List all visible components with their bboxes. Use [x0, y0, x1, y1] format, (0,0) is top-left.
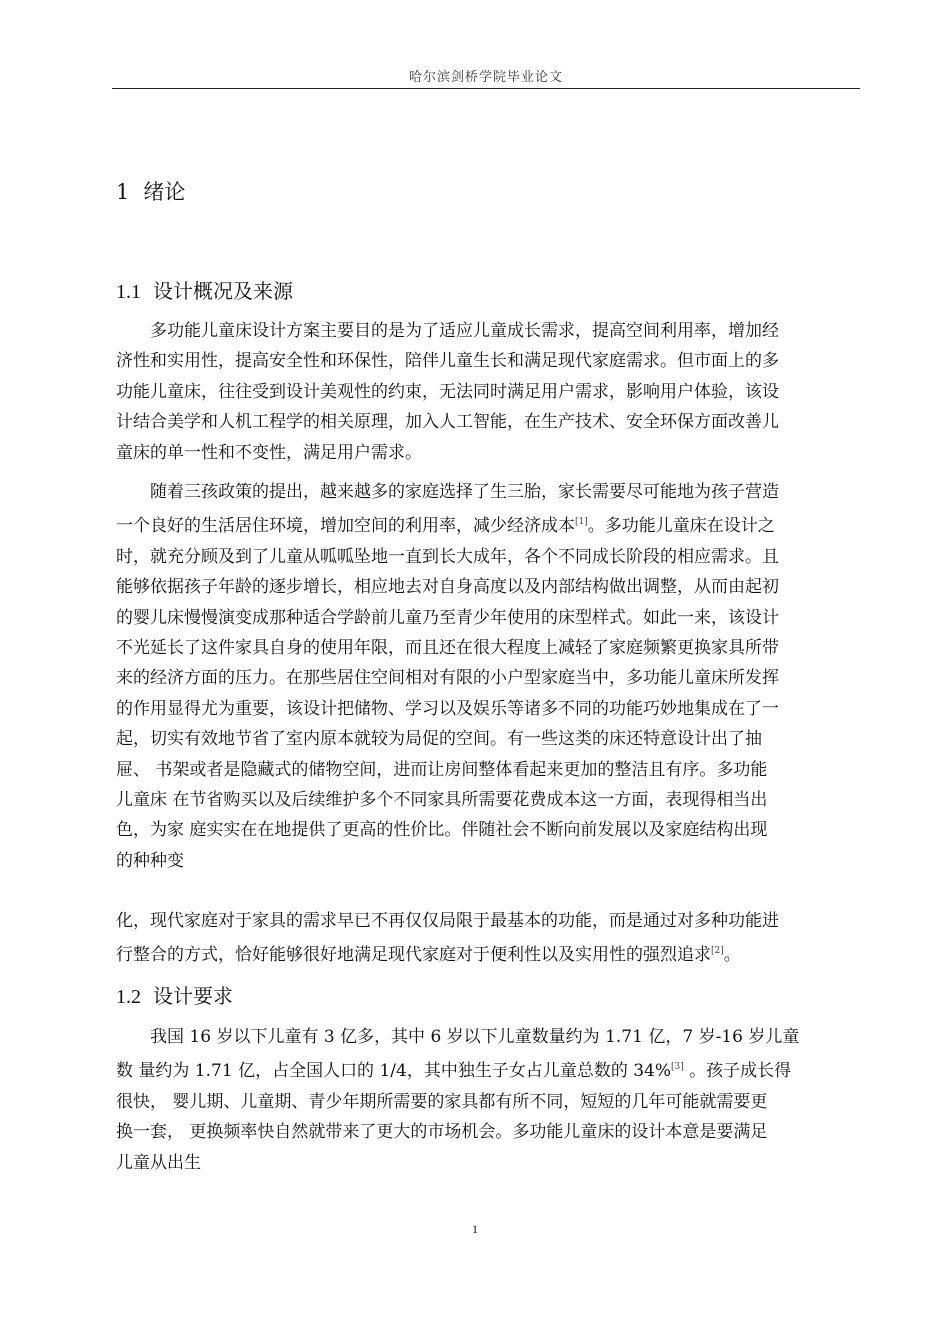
section-heading-1-1: [116, 275, 293, 304]
text-line: 的作用显得尤为重要，该设计把储物、学习以及娱乐等诸多不同的功能巧妙地集成在了一: [116, 698, 779, 719]
text-line: 化，现代家庭对于家具的需求早已不再仅仅局限于最基本的功能，而是通过对多种功能进: [116, 911, 779, 931]
section-title: 设计要求: [153, 984, 233, 1008]
text-run: 。孩子成长得: [683, 1061, 792, 1082]
text-line: 起，切实有效地节省了室内原本就较为局促的空间。有一些这类的床还特意设计出了抽: [116, 729, 762, 750]
text-line: [116, 1052, 862, 1086]
text-line: 随着三孩政策的提出，越来越多的家庭选择了生三胎，家长需要尽可能地为孩子营造: [150, 482, 779, 502]
chapter-number: 1: [116, 180, 130, 204]
text-run: 行整合的方式，恰好能够很好地满足现代家庭对于便利性以及实用性的强烈追求: [116, 945, 711, 966]
section-number: 1.1: [116, 281, 141, 303]
text-line: 儿童从出生: [116, 1152, 201, 1173]
section-heading-1-2: [116, 980, 233, 1009]
paragraph-3: [116, 906, 862, 971]
text-line: 很快， 婴儿期、儿童期、青少年期所需要的家具都有所不同，短短的几年可能就需要更: [116, 1091, 768, 1112]
citation-ref: [3]: [671, 1062, 684, 1073]
text-line: 换一套， 更换频率快自然就带来了更大的市场机会。多功能儿童床的设计本意是要满足: [116, 1122, 768, 1143]
chapter-heading: [116, 176, 185, 206]
text-line: 色，为家 庭实实在在地提供了更高的性价比。伴随社会不断向前发展以及家庭结构出现: [116, 820, 768, 841]
running-header: 哈尔滨剑桥学院毕业论文: [408, 70, 563, 85]
text-line: [116, 507, 862, 541]
paragraph-1: [116, 316, 862, 468]
text-line: 童床的单一性和不变性，满足用户需求。: [116, 442, 422, 463]
text-line: 济性和实用性，提高安全性和环保性，陪伴儿童生长和满足现代家庭需求。但市面上的多: [116, 351, 779, 372]
section-number: 1.2: [116, 986, 141, 1008]
text-line: 能够依据孩子年龄的逐步增长，相应地去对自身高度以及内部结构做出调整，从而由起初: [116, 577, 779, 598]
text-line: 多功能儿童床设计方案主要目的是为了适应儿童成长需求，提高空间利用率，增加经: [150, 321, 779, 341]
text-line: 来的经济方面的压力。在那些居住空间相对有限的小户型家庭当中，多功能儿童床所发挥: [116, 668, 779, 689]
citation-ref: [1]: [575, 517, 588, 528]
text-line: [116, 936, 862, 970]
text-run: 一个良好的生活居住环境，增加空间的利用率，减少经济成本: [116, 516, 575, 537]
chapter-title: 绪论: [143, 180, 186, 204]
text-line: 计结合美学和人机工程学的相关原理，加入人工智能，在生产技术、安全环保方面改善儿: [116, 412, 779, 433]
text-line: 屉、 书架或者是隐藏式的储物空间，进而让房间整体看起来更加的整洁且有序。多功能: [116, 759, 768, 780]
text-run: 。多功能儿童床在设计之: [587, 516, 775, 537]
text-line: 的婴儿床慢慢演变成那种适合学龄前儿童乃至青少年使用的床型样式。如此一来，该设计: [116, 607, 779, 628]
text-run: 。: [723, 945, 741, 966]
text-line: 儿童床 在节省购买以及后续维护多个不同家具所需要花费成本这一方面，表现得相当出: [116, 790, 768, 811]
header-rule: [112, 88, 860, 89]
citation-ref: [2]: [711, 946, 724, 957]
text-line: 的种种变: [116, 850, 184, 871]
paragraph-4: [116, 1022, 862, 1178]
text-line: 不光延长了这件家具自身的使用年限，而且还在很大程度上减轻了家庭频繁更换家具所带: [116, 638, 779, 659]
section-title: 设计概况及来源: [153, 279, 293, 303]
text-line: 时，就充分顾及到了儿童从呱呱坠地一直到长大成年，各个不同成长阶段的相应需求。且: [116, 546, 779, 567]
text-line: 我国 16 岁以下儿童有 3 亿多，其中 6 岁以下儿童数量约为 1.71 亿，7 岁-16 岁儿童: [150, 1027, 800, 1047]
text-run: 数 量约为 1.71 亿，占全国人口的 1/4，其中独生子女占儿童总数的 34%: [116, 1061, 672, 1082]
paragraph-2: [116, 477, 862, 876]
page-number: 1: [472, 1222, 478, 1236]
text-line: 功能儿童床，往往受到设计美观性的约束，无法同时满足用户需求，影响用户体验，该设: [116, 381, 779, 402]
